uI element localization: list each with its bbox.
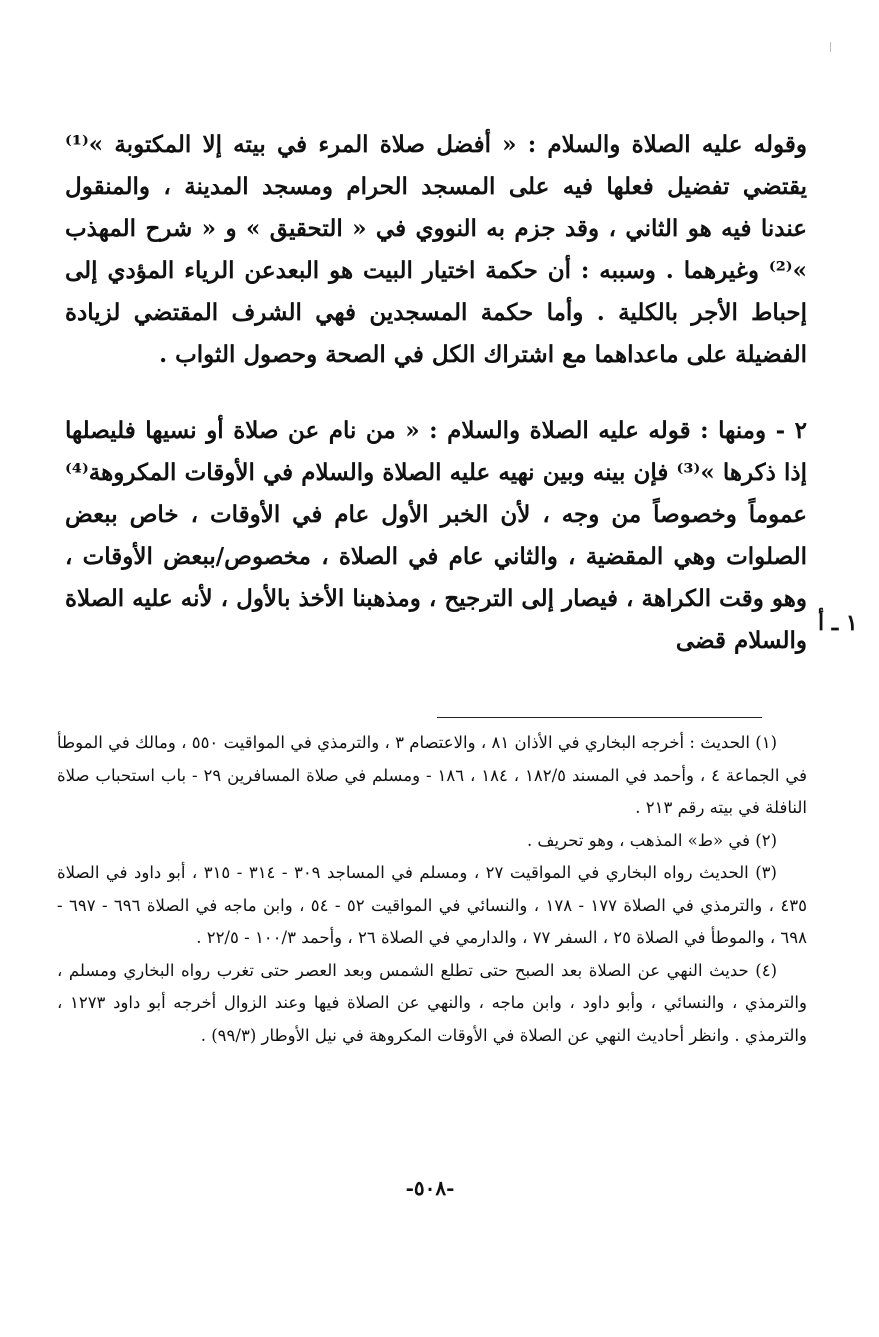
footnote-1: (١) الحديث : أخرجه البخاري في الأذان ٨١ ، والاعتصام ٣ ، والترمذي في المواقيت ٥٥٠ ، ومالك في الموطأ في الجماعة ٤ ، وأحمد في المسند ١٨٢/٥ ، ١٨٤ ، ١٨٦ - ومسلم في صلاة المسافرين ٢٩ - باب استحباب صلاة النافلة في بيته رقم ٢١٣ . — [57, 733, 807, 817]
footnotes-section — [57, 727, 807, 1052]
footnote-separator — [437, 717, 762, 718]
page-edge-mark — [830, 42, 831, 52]
paragraph-text-2: ٢ - ومنها : قوله عليه الصلاة والسلام : « من نام عن صلاة أو نسيها فليصلها إذا ذكرها »⁽³⁾ فإن بينه وبين نهيه عليه الصلاة والسلام في الأوقات المكروهة⁽⁴⁾ عموماً وخصوصاً من وجه ، لأن الخبر الأول عام في الأوقات ، خاص ببعض الصلوات وهي المقضية ، والثاني عام في الصلاة ، مخصوص/ببعض الأوقات ، وهو وقت الكراهة ، فيصار إلى الترجيح ، ومذهبنا الأخذ بالأول ، لأنه عليه الصلاة والسلام قضى — [65, 417, 807, 654]
main-paragraph-2 — [65, 410, 807, 662]
margin-folio-note: ١ ـ أ — [818, 610, 858, 636]
footnote-2: (٢) في «ط» المذهب ، وهو تحريف . — [526, 830, 777, 850]
paragraph-text-1: وقوله عليه الصلاة والسلام : « أفضل صلاة المرء في بيته إلا المكتوبة »⁽¹⁾ يقتضي تفضيل فعلها فيه على المسجد الحرام ومسجد المدينة ، والمنقول عندنا فيه هو الثاني ، وقد جزم به النووي في « التحقيق » و « شرح المهذب »⁽²⁾ وغيرهما . وسببه : أن حكمة اختيار البيت هو البعدعن الرياء المؤدي إلى إحباط الأجر بالكلية . وأما حكمة المسجدين فهي الشرف المقتضي لزيادة الفضيلة على ماعداهما مع اشتراك الكل في الصحة وحصول الثواب . — [65, 131, 807, 368]
main-paragraph-1 — [65, 124, 807, 376]
footnote-3: (٣) الحديث رواه البخاري في المواقيت ٢٧ ، ومسلم في المساجد ٣٠٩ - ٣١٤ - ٣١٥ ، أبو داود في الصلاة ٤٣٥ ، والترمذي في الصلاة ١٧٧ - ١٧٨ ، والنسائي في المواقيت ٥٢ - ٥٤ ، وابن ماجه في الصلاة ٦٩٦ - ٦٩٧ - ٦٩٨ ، والموطأ في الصلاة ٢٥ ، السفر ٧٧ ، والدارمي في الصلاة ٢٦ ، وأحمد ١٠٠/٣ - ٢٢/٥ . — [57, 863, 807, 947]
footnote-4: (٤) حديث النهي عن الصلاة بعد الصبح حتى تطلع الشمس وبعد العصر حتى تغرب رواه البخاري ومسلم ، والترمذي ، والنسائي ، وأبو داود ، وابن ماجه ، والنهي عن الصلاة فيها وعند الزوال أخرجه أبو داود ١٢٧٣ ، والترمذي . وانظر أحاديث النهي عن الصلاة في الأوقات المكروهة في نيل الأوطار (٩٩/٣) . — [57, 960, 807, 1045]
page-number: -٥٠٨- — [405, 1176, 455, 1200]
